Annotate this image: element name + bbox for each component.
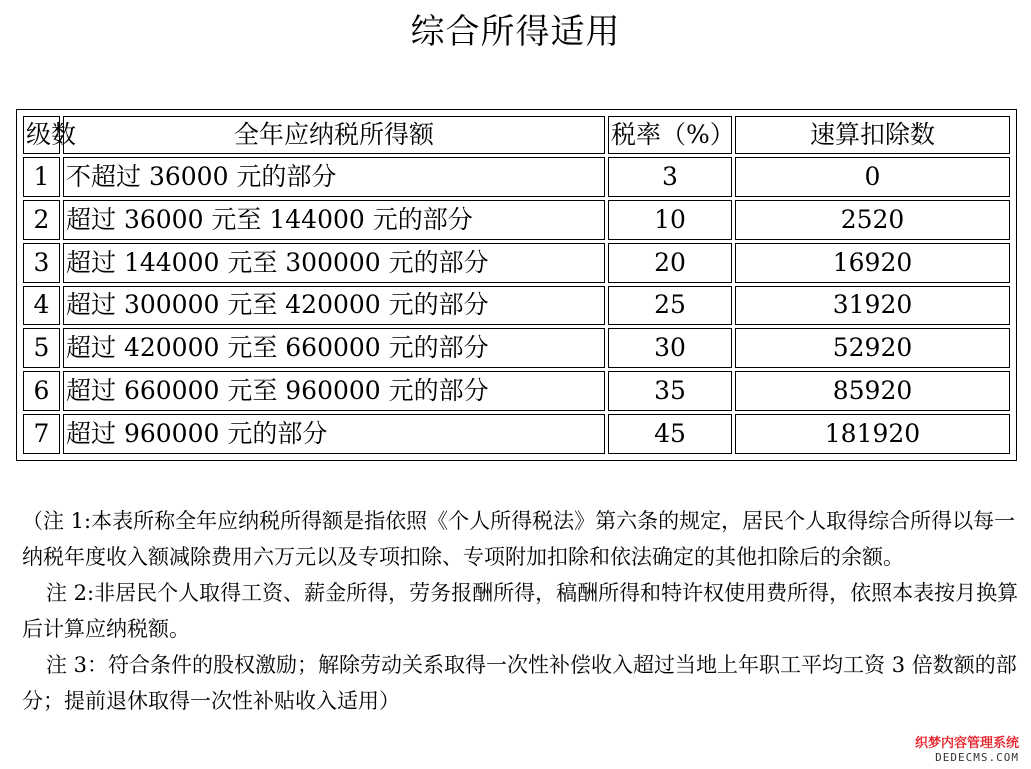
- cell-tax-rate: 45: [608, 414, 732, 454]
- cell-grade: 1: [23, 157, 60, 197]
- cell-quick-deduction: 52920: [735, 328, 1010, 368]
- cell-grade: 6: [23, 371, 60, 411]
- tax-rate-table-frame: [16, 109, 1017, 461]
- cell-quick-deduction: 31920: [735, 286, 1010, 326]
- watermark-domain: DEDECMS.COM: [935, 751, 1019, 764]
- cell-grade: 2: [23, 200, 60, 240]
- cell-quick-deduction: 2520: [735, 200, 1010, 240]
- cell-quick-deduction: 85920: [735, 371, 1010, 411]
- header-quick-deduction: 速算扣除数: [735, 116, 1010, 154]
- cell-quick-deduction: 181920: [735, 414, 1010, 454]
- cell-tax-rate: 3: [608, 157, 732, 197]
- note-3: 注 3：符合条件的股权激励；解除劳动关系取得一次性补偿收入超过当地上年职工平均工资 3 倍数额的部分；提前退休取得一次性补贴收入适用）: [22, 653, 1017, 713]
- table-row: [23, 328, 1010, 368]
- table-header-row: [23, 116, 1010, 154]
- site-watermark: [915, 737, 1019, 763]
- cell-quick-deduction: 16920: [735, 243, 1010, 283]
- cell-income-range: 超过 420000 元至 660000 元的部分: [63, 328, 605, 368]
- table-row: [23, 243, 1010, 283]
- cell-tax-rate: 10: [608, 200, 732, 240]
- table-notes: [22, 503, 1022, 719]
- cell-income-range: 超过 36000 元至 144000 元的部分: [63, 200, 605, 240]
- cell-income-range: 超过 660000 元至 960000 元的部分: [63, 371, 605, 411]
- cell-tax-rate: 25: [608, 286, 732, 326]
- cell-tax-rate: 20: [608, 243, 732, 283]
- cell-income-range: 超过 144000 元至 300000 元的部分: [63, 243, 605, 283]
- table-row: [23, 200, 1010, 240]
- cell-tax-rate: 30: [608, 328, 732, 368]
- table-row: [23, 414, 1010, 454]
- header-taxable-income: 全年应纳税所得额: [63, 116, 605, 154]
- table-row: [23, 286, 1010, 326]
- page-title: 综合所得适用: [410, 12, 621, 52]
- cell-income-range: 不超过 36000 元的部分: [63, 157, 605, 197]
- cell-quick-deduction: 0: [735, 157, 1010, 197]
- cell-grade: 4: [23, 286, 60, 326]
- cell-grade: 5: [23, 328, 60, 368]
- header-tax-rate: 税率（%）: [608, 116, 732, 154]
- table-row: [23, 157, 1010, 197]
- cell-income-range: 超过 300000 元至 420000 元的部分: [63, 286, 605, 326]
- header-grade: 级数: [23, 116, 60, 154]
- note-2: 注 2:非居民个人取得工资、薪金所得，劳务报酬所得，稿酬所得和特许权使用费所得，依照本表按月换算后计算应纳税额。: [22, 581, 1019, 641]
- cell-grade: 7: [23, 414, 60, 454]
- watermark-title: 织梦内容管理系统: [914, 736, 1019, 751]
- note-1: （注 1:本表所称全年应纳税所得额是指依照《个人所得税法》第六条的规定，居民个人取得综合所得以每一纳税年度收入额减除费用六万元以及专项扣除、专项附加扣除和依法确定的其他扣除后的余额。: [22, 509, 1016, 569]
- cell-income-range: 超过 960000 元的部分: [63, 414, 605, 454]
- cell-grade: 3: [23, 243, 60, 283]
- tax-rate-table: [20, 113, 1013, 457]
- cell-tax-rate: 35: [608, 371, 732, 411]
- table-row: [23, 371, 1010, 411]
